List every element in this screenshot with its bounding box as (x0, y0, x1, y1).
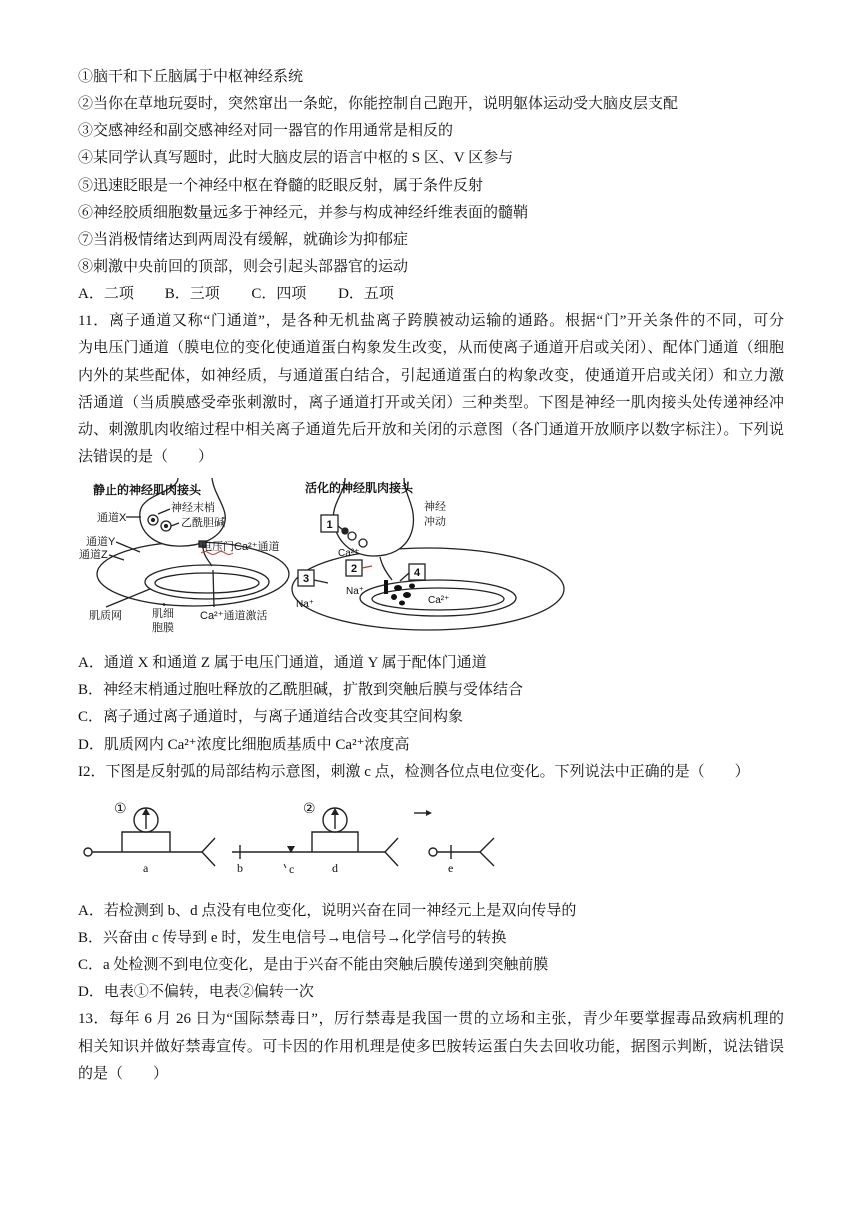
point-d-label: d (332, 860, 338, 875)
meter-2-label: ② (303, 799, 316, 816)
q11-stem-line-2: 为电压门通道（膜电位的变化使通道蛋白构象发生改变，从而使离子通道开启或关闭）、配体门通道（细胞 (78, 340, 784, 357)
q12-option-d: D．电表①不偏转，电表②偏转一次 (78, 984, 314, 1001)
q12-option-a: A．若检测到 b、d 点没有电位变化，说明兴奋在同一神经元上是双向传导的 (78, 902, 577, 919)
active-muscle-membrane (292, 548, 564, 630)
nerve-impulse-label-2: 冲动 (424, 516, 446, 529)
meter-1-leads (122, 832, 170, 852)
q10-choice-c: C．四项 (251, 286, 307, 303)
q11-stem-line-6: 法错误的是（ ） (78, 448, 214, 465)
neuromuscular-junction-figure (78, 471, 578, 650)
point-b-label: b (237, 860, 243, 875)
channel-z-label: 通道Z (79, 549, 108, 562)
q10-statement-3: ③交感神经和副交感神经对同一器官的作用通常是相反的 (78, 123, 454, 140)
q13-stem-line-2: 相关知识并做好禁毒宣传。可卡因的作用机理是使多巴胺转运蛋白失去回收功能，据图示判断，说法错误 (78, 1038, 784, 1055)
point-c-mark (284, 864, 286, 868)
meter-1-label: ① (114, 799, 127, 816)
channel-y-label: 通道Y (86, 536, 116, 549)
q10-choice-b: B．三项 (164, 286, 220, 303)
q10-statement-5: ⑤迅速眨眼是一个神经中枢在脊髓的眨眼反射，属于条件反射 (78, 177, 484, 194)
q12-figure (78, 786, 784, 898)
q11-stem-line-5: 动、刺激肌肉收缩过程中相关离子通道先后开放和关闭的示意图（各门通道开放顺序以数字标注）。下列说 (78, 421, 784, 438)
active-title: 活化的神经肌肉接头 (305, 481, 414, 496)
q11-stem-line-3: 内外的某些配体，如神经质，与通道蛋白结合，引起通道蛋白的构象改变，使通道开启或关闭）和立力激 (78, 367, 784, 384)
q11-stem-line-1: 11．离子通道又称“门通道”，是各种无机盐离子跨膜被动运输的通路。根据“门”开关条件的不同，可分 (78, 313, 784, 330)
resting-vesicle-core (165, 525, 168, 528)
q12-option-c: C．a 处检测不到电位变化，是由于兴奋不能由突触后膜传递到突触前膜 (78, 957, 549, 974)
neuron-1-cell-body (84, 848, 92, 856)
voltage-ca-channel-label: 电压门Ca²⁺通道 (201, 541, 280, 554)
neuron-3-cell-body (429, 848, 437, 856)
q10-choices (78, 281, 784, 308)
q10-statement-4: ④某同学认真写题时，此时大脑皮层的语言中枢的 S 区、V 区参与 (78, 150, 514, 167)
resting-title: 静止的神经肌肉接头 (93, 483, 202, 498)
active-channel-1 (342, 528, 348, 534)
direction-arrow-head (426, 810, 432, 816)
ion-label-step3: Na⁺ (296, 599, 315, 611)
point-a-label: a (143, 860, 149, 875)
q10-statement-8: ⑧刺激中央前回的顶部，则会引起头部器官的运动 (78, 258, 409, 275)
reflex-arc-lines (84, 808, 494, 868)
q10-statement-2: ②当你在草地玩耍时，突然窜出一条蛇，你能控制自己跑开，说明躯体运动受大脑皮层支配 (78, 96, 679, 113)
q10-statement-6: ⑥神经胶质细胞数量远多于神经元，并参与构成神经纤维表面的髓鞘 (78, 204, 529, 221)
ion-label-step1: Ca²⁺ (338, 548, 360, 560)
q10-choice-a: A．二项 (78, 286, 134, 303)
q10-choice-d: D．五项 (338, 286, 394, 303)
neuron-3-terminal (480, 838, 494, 866)
q13-stem-line-3: 的是（ ） (78, 1065, 169, 1082)
step-1-number: 1 (326, 519, 333, 532)
exam-content (78, 64, 784, 1088)
meter-2-leads (312, 832, 358, 852)
ca-activation-label: Ca²⁺通道激活 (200, 610, 268, 623)
q11-stem-line-4: 活通道（当质膜感受牵张刺激时，离子通道打开或关闭）三种类型。下图是神经一肌肉接头处传递神经冲 (78, 394, 784, 411)
q10-statement-7: ⑦当消极情绪达到两周没有缓解，就确诊为抑郁症 (78, 231, 409, 248)
channel-x-label: 通道X (97, 512, 127, 525)
step-2-number: 2 (350, 563, 358, 576)
q11-option-a: A．通道 X 和通道 Z 属于电压门通道，通道 Y 属于配体门通道 (78, 655, 487, 672)
q11-option-d: D．肌质网内 Ca²⁺浓度比细胞质基质中 Ca²⁺浓度高 (78, 736, 410, 753)
step-3-number: 3 (302, 573, 310, 586)
point-e-label: e (448, 860, 454, 875)
q12-stem: I2．下图是反射弧的局部结构示意图，刺激 c 点，检测各位点电位变化。下列说法中正确的是（ ） (78, 763, 750, 780)
nerve-terminal-label: 神经末梢 (171, 502, 215, 515)
point-c-label: c (289, 861, 295, 876)
q11-figure (78, 471, 784, 650)
q12-option-b: B．兴奋由 c 传导到 e 时，发生电信号→电信号→化学信号的转换 (78, 929, 507, 946)
ion-label-step4: Ca²⁺ (428, 595, 450, 607)
q11-option-b: B．神经末梢通过胞吐释放的乙酰胆碱，扩散到突触后膜与受体结合 (78, 682, 524, 699)
acetylcholine-label: 乙酰胆碱 (181, 517, 225, 530)
ion-label-step2: Na⁺ (346, 586, 365, 598)
reflex-arc-figure (78, 786, 508, 898)
q13-stem-line-1: 13．每年 6 月 26 日为“国际禁毒日”，厉行禁毒是我国一贯的立场和主张，青少年要掌握毒品致病机理的 (78, 1011, 784, 1028)
synapse-2-terminal (385, 838, 398, 866)
nerve-impulse-label-1: 神经 (424, 501, 446, 514)
resting-vesicle-core (152, 519, 155, 522)
q10-statement-1: ①脑干和下丘脑属于中枢神经系统 (78, 69, 304, 85)
muscle-membrane-label-1: 肌细 (152, 608, 174, 621)
muscle-membrane-label-2: 胞膜 (152, 622, 174, 635)
synapse-1-terminal (202, 838, 215, 866)
step-4-number: 4 (413, 567, 421, 580)
sr-label: 肌质网 (89, 610, 122, 623)
q11-option-c: C．离子通过离子通道时，与离子通道结合改变其空间构象 (78, 709, 464, 726)
